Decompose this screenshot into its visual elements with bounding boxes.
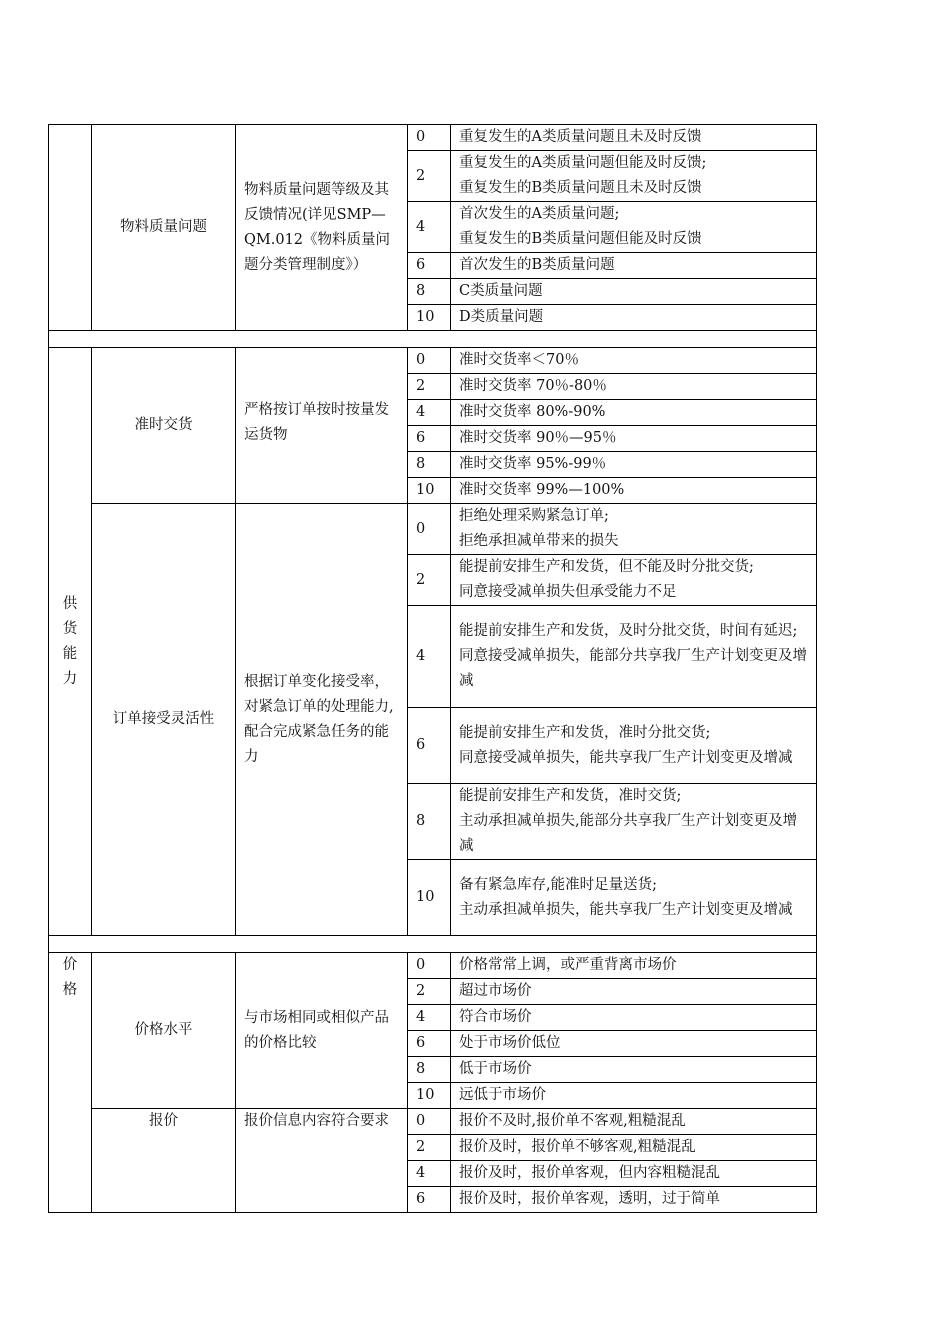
criteria-line: 同意接受减单损失但承受能力不足: [459, 584, 677, 600]
description-cell: 物料质量问题等级及其反馈情况(详见SMP—QM.012《物料质量问题分类管理制度》）: [236, 125, 408, 331]
criteria-cell: [451, 478, 817, 504]
description-cell: 与市场相同或相似产品的价格比较: [236, 953, 408, 1109]
criteria-cell: [451, 1109, 817, 1135]
criteria-cell: [451, 305, 817, 331]
score-cell: 0: [408, 125, 451, 151]
score-cell: 4: [408, 606, 451, 708]
criteria-cell: [451, 1031, 817, 1057]
criteria-line: 同意接受减单损失，能共享我厂生产计划变更及增减: [459, 749, 793, 766]
score-cell: 4: [408, 1161, 451, 1187]
subitem-cell: 物料质量问题: [92, 125, 236, 331]
criteria-cell: [451, 555, 817, 606]
criteria-line: 能提前安排生产和发货，准时交货;: [459, 788, 682, 804]
score-cell: 6: [408, 1031, 451, 1057]
score-cell: 0: [408, 504, 451, 555]
section-separator-row: [49, 936, 817, 953]
subitem-cell: 价格水平: [92, 953, 236, 1109]
criteria-cell: [451, 1005, 817, 1031]
category-cell: [49, 953, 92, 1213]
criteria-cell: [451, 784, 817, 860]
criteria-cell: [451, 1083, 817, 1109]
table-row: [49, 125, 817, 151]
score-cell: 10: [408, 478, 451, 504]
score-cell: 2: [408, 374, 451, 400]
criteria-cell: [451, 1161, 817, 1187]
criteria-line: 能提前安排生产和发货，及时分批交货，时间有延迟;: [459, 623, 798, 639]
score-cell: 2: [408, 1135, 451, 1161]
table-row: [49, 1109, 817, 1135]
score-cell: 6: [408, 426, 451, 452]
criteria-cell: [451, 953, 817, 979]
score-cell: 0: [408, 1109, 451, 1135]
score-cell: 8: [408, 1057, 451, 1083]
evaluation-table: [48, 124, 817, 1213]
score-cell: 2: [408, 151, 451, 202]
criteria-cell: [451, 253, 817, 279]
criteria-cell: [451, 400, 817, 426]
criteria-cell: [451, 979, 817, 1005]
criteria-cell: [451, 1057, 817, 1083]
description-cell: 根据订单变化接受率，对紧急订单的处理能力,配合完成紧急任务的能力: [236, 504, 408, 936]
score-cell: 8: [408, 784, 451, 860]
criteria-cell: [451, 1187, 817, 1213]
subitem-cell: 准时交货: [92, 348, 236, 504]
criteria-line: 报价及时，报价单客观，透明，过于简单: [459, 1191, 720, 1207]
criteria-line: 准时交货率 80%-90%: [459, 404, 606, 420]
criteria-line: 能提前安排生产和发货，但不能及时分批交货;: [459, 559, 754, 575]
criteria-line: 处于市场价低位: [459, 1035, 561, 1051]
criteria-cell: [451, 452, 817, 478]
table-row: [49, 953, 817, 979]
criteria-line: 备有紧急库存,能准时足量送货;: [459, 876, 657, 893]
criteria-line: 首次发生的A类质量问题;: [459, 206, 620, 222]
score-cell: 10: [408, 860, 451, 936]
criteria-cell: [451, 125, 817, 151]
criteria-cell: [451, 860, 817, 936]
criteria-line: 准时交货率 99%—100%: [459, 482, 625, 498]
category-cell: [49, 125, 92, 331]
category-cell: [49, 348, 92, 936]
criteria-line: 报价及时，报价单客观，但内容粗糙混乱: [459, 1165, 720, 1181]
score-cell: 10: [408, 305, 451, 331]
table-row: [49, 504, 817, 555]
score-cell: 6: [408, 253, 451, 279]
criteria-line: 重复发生的B类质量问题且未及时反馈: [459, 180, 702, 196]
score-cell: 4: [408, 1005, 451, 1031]
criteria-line: 报价不及时,报价单不客观,粗糙混乱: [459, 1113, 686, 1129]
subitem-cell: 报价: [92, 1109, 236, 1213]
criteria-cell: [451, 708, 817, 784]
criteria-line: 准时交货率 90％—95％: [459, 430, 617, 446]
evaluation-table-body: [49, 125, 817, 1213]
criteria-cell: [451, 504, 817, 555]
score-cell: 2: [408, 979, 451, 1005]
score-cell: 4: [408, 202, 451, 253]
criteria-line: 准时交货率 70％-80％: [459, 378, 607, 394]
criteria-line: 能提前安排生产和发货，准时分批交货;: [459, 724, 711, 741]
criteria-line: 远低于市场价: [459, 1087, 546, 1103]
criteria-cell: [451, 1135, 817, 1161]
criteria-line: 主动承担减单损失，能共享我厂生产计划变更及增减: [459, 901, 793, 918]
description-cell: 严格按订单按时按量发运货物: [236, 348, 408, 504]
score-cell: 4: [408, 400, 451, 426]
score-cell: 2: [408, 555, 451, 606]
criteria-cell: [451, 151, 817, 202]
criteria-line: 主动承担减单损失,能部分共享我厂生产计划变更及增减: [459, 813, 798, 854]
criteria-line: C类质量问题: [459, 283, 543, 299]
criteria-cell: [451, 426, 817, 452]
criteria-line: 超过市场价: [459, 983, 532, 999]
description-cell: 报价信息内容符合要求: [236, 1109, 408, 1213]
criteria-line: 同意接受减单损失，能部分共享我厂生产计划变更及增减: [459, 648, 807, 689]
criteria-line: 拒绝承担减单带来的损失: [459, 533, 619, 549]
score-cell: 10: [408, 1083, 451, 1109]
score-cell: 8: [408, 452, 451, 478]
criteria-line: 重复发生的A类质量问题但能及时反馈;: [459, 155, 707, 171]
criteria-line: 重复发生的B类质量问题但能及时反馈: [459, 231, 702, 247]
criteria-line: D类质量问题: [459, 309, 544, 325]
criteria-cell: [451, 279, 817, 305]
criteria-cell: [451, 374, 817, 400]
criteria-line: 符合市场价: [459, 1009, 532, 1025]
criteria-cell: [451, 348, 817, 374]
score-cell: 6: [408, 708, 451, 784]
criteria-line: 低于市场价: [459, 1061, 532, 1077]
score-cell: 0: [408, 348, 451, 374]
score-cell: 0: [408, 953, 451, 979]
category-label: 价格: [62, 957, 78, 998]
section-separator: [49, 936, 817, 953]
table-row: [49, 348, 817, 374]
criteria-line: 拒绝处理采购紧急订单;: [459, 508, 609, 524]
criteria-cell: [451, 606, 817, 708]
criteria-line: 重复发生的A类质量问题且未及时反馈: [459, 129, 702, 145]
criteria-line: 首次发生的B类质量问题: [459, 257, 615, 273]
criteria-cell: [451, 202, 817, 253]
criteria-line: 准时交货率＜70％: [459, 352, 579, 368]
category-label: 供货能力: [62, 595, 78, 687]
criteria-line: 报价及时，报价单不够客观,粗糙混乱: [459, 1139, 696, 1155]
criteria-line: 价格常常上调，或严重背离市场价: [459, 957, 677, 973]
score-cell: 8: [408, 279, 451, 305]
criteria-line: 准时交货率 95%-99％: [459, 456, 607, 472]
subitem-cell: 订单接受灵活性: [92, 504, 236, 936]
section-separator-row: [49, 331, 817, 348]
score-cell: 6: [408, 1187, 451, 1213]
section-separator: [49, 331, 817, 348]
